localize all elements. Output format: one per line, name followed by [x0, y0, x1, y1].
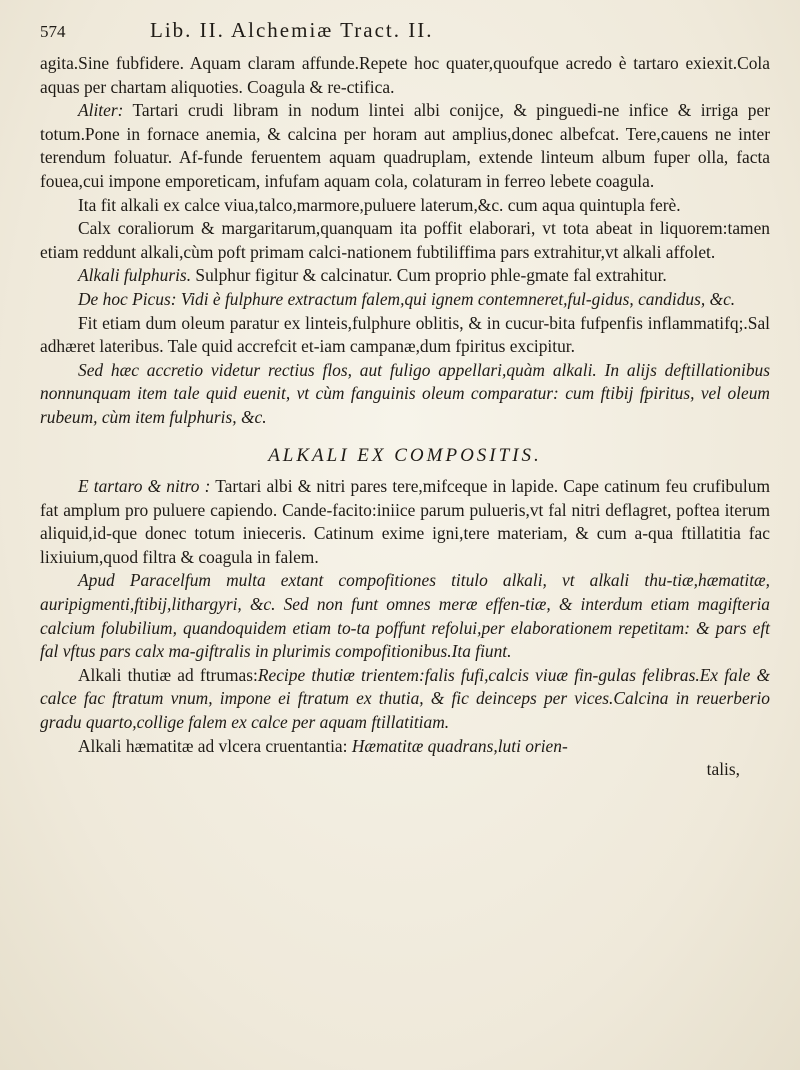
paragraph-text: Calx coraliorum & margaritarum,quanquam ita poffit elaborari, vt tota abeat in liquorem:tamen etiam reddunt alkali,cùm poft primam calci-nationem fubtiliffima pars extrahitur,vt alkali affolet.	[40, 218, 770, 262]
paragraph-lead-italic: Recipe thutiæ trientem:falis fufi,calcis viuæ fin-gulas felibras.Ex fale & calce fac ftratum vnum, impone ei ftratum ex thutia, & fic deinceps per vices.Calcina in reuerberio gradu quarto,collige falem ex calce per aquam ftillatitiam.	[40, 664, 770, 733]
paragraph-lead-italic: E tartaro & nitro :	[78, 476, 211, 497]
page-header	[40, 18, 770, 52]
page-number: 574	[40, 22, 66, 41]
paragraph-lead: Alkali hæmatitæ ad vlcera cruentantia:	[78, 735, 348, 756]
paragraph-text: Sed hæc accretio videtur rectius flos, aut fuligo appellari,quàm alkali. In alijs deftillationibus nonnunquam item tale quid euenit, vt cùm fanguinis oleum comparatur: cum ftibij fpiritus, vel oleum rubeum, cùm item fulphuris, &c.	[40, 359, 770, 427]
paragraph	[40, 758, 770, 782]
paragraph-text: Tartari albi & nitri pares tere,mifceque in lapide. Cape catinum feu crufibulum fat amplum pro puluere capiendo. Cande-facito:iniice parum pulueris,vt fal nitri deflagret, poftea iterum aliquid,id-que donec totum inieceris. Catinum exime igni,tere materiam, & cum a-qua ftillatitia fac lixiuium,quod filtra & coagula in falem.	[40, 476, 770, 567]
section-heading	[40, 444, 770, 468]
paragraph	[40, 194, 770, 218]
paragraph	[40, 52, 770, 99]
paragraph	[40, 99, 770, 193]
paragraph	[40, 217, 770, 264]
paragraph	[40, 264, 770, 288]
paragraph	[40, 664, 770, 735]
paragraph	[40, 359, 770, 430]
paragraph-lead-italic: Hæmatitæ quadrans,luti orien-	[347, 735, 568, 756]
paragraph-lead: Alkali thutiæ ad ftrumas:	[78, 664, 258, 685]
paragraph-text: Fit etiam dum oleum paratur ex linteis,fulphure oblitis, & in cucur-bita fufpenfis inflammatifq;.Sal adhæret lateribus. Tale quid accrefcit et-iam campanæ,dum fpiritus excipitur.	[40, 312, 770, 357]
paragraph-text: De hoc Picus: Vidi è fulphure extractum falem,qui ignem contemneret,ful-gidus, candidus, &c.	[78, 288, 736, 309]
paragraph-text: ALKALI EX COMPOSITIS.	[268, 444, 542, 466]
paragraph-lead-italic: Aliter:	[78, 100, 124, 121]
paragraph	[40, 735, 770, 759]
text-body	[40, 52, 770, 782]
paragraph	[40, 569, 770, 663]
paragraph	[40, 288, 770, 312]
paragraph-text: Ita fit alkali ex calce viua,talco,marmore,puluere laterum,&c. cum aqua quintupla ferè.	[78, 194, 681, 215]
paragraph-text: Apud Paracelfum multa extant compofitiones titulo alkali, vt alkali thu-tiæ,hæmatitæ, auripigmenti,ftibij,lithargyri, &c. Sed non funt omnes meræ effen-tiæ, & interdum etiam magifteria calcium folubilium, quandoquidem etiam to-ta poffunt refolui,per elaborationem repetitam: & pars eft fal vftus pars calx ma-giftralis in plurimis compofitionibus.Ita fiunt.	[40, 570, 770, 662]
paragraph-text: talis,	[706, 759, 740, 780]
paragraph-text: Tartari crudi libram in nodum lintei albi conijce, & pinguedi-ne infice & irriga per totum.Pone in fornace anemia, & calcina per horam aut amplius,donec albefcat. Tere,cauens ne inter terendum foluatur. Af-funde feruentem aquam quadruplam, extende linteum album fuper olla, facta fouea,cui impone emporeticam, infufam aquam cola, colaturam in ferreo lebete coagula.	[40, 100, 770, 191]
paragraph	[40, 475, 770, 569]
paragraph	[40, 312, 770, 359]
paragraph-text: agita.Sine fubfidere. Aquam claram affunde.Repete hoc quater,quoufque acredo è tartaro exiexit.Cola aquas per chartam aliquoties. Coagula & re-ctifica.	[40, 53, 770, 97]
paragraph-text: Sulphur figitur & calcinatur. Cum proprio phle-gmate fal extrahitur.	[191, 265, 667, 286]
running-head: Lib. II. Alchemiæ Tract. II.	[150, 18, 434, 42]
paragraph-lead-italic: Alkali fulphuris.	[78, 265, 192, 286]
